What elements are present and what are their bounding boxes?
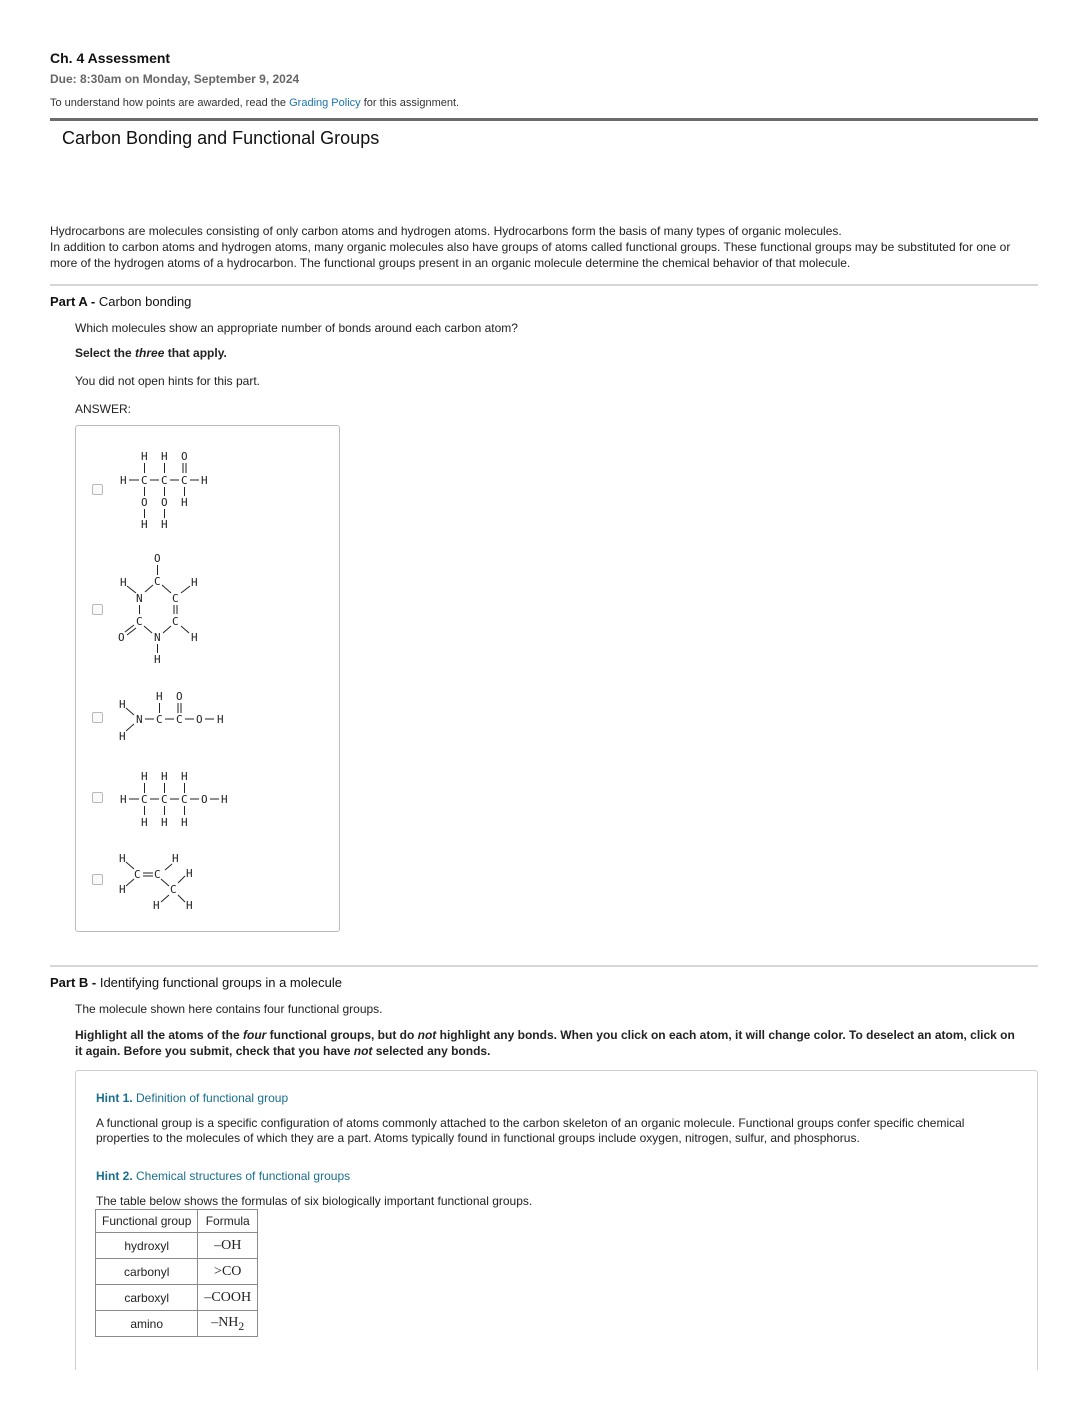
atom: H [119, 698, 126, 711]
atom: C [134, 868, 141, 881]
part-b-title: Identifying functional groups in a molecule [99, 975, 342, 990]
bond [181, 626, 189, 633]
atom: H [141, 518, 148, 531]
hint-2-label: Hint 2. [96, 1169, 133, 1183]
bond [144, 626, 152, 633]
atom: H [181, 816, 188, 829]
atom: C [176, 713, 183, 726]
molecule-5 [112, 848, 232, 916]
atom: H [172, 852, 179, 865]
grading-prefix: To understand how points are awarded, read the [50, 97, 290, 109]
page-title: Carbon Bonding and Functional Groups [62, 128, 380, 148]
bond [126, 879, 134, 886]
atom: H [119, 883, 126, 896]
atom: H [161, 450, 168, 463]
bond [161, 879, 169, 886]
atom: O [161, 496, 168, 509]
atom: C [141, 474, 148, 487]
atom: C [172, 592, 179, 605]
part-b-label: Part B - [50, 975, 100, 990]
formula-subscript: 2 [238, 1319, 245, 1333]
answer-label: ANSWER: [75, 402, 132, 416]
bond [126, 708, 134, 715]
atom: C [156, 713, 163, 726]
atom: H [161, 816, 168, 829]
instr-emphasis: four [243, 1028, 267, 1042]
atom: C [136, 615, 143, 628]
atom: N [136, 713, 143, 726]
table-row [96, 1285, 258, 1311]
atom: H [154, 653, 161, 666]
bond [165, 864, 172, 870]
atom: H [141, 770, 148, 783]
atom: H [153, 899, 160, 912]
atom: C [154, 575, 161, 588]
atom: H [181, 496, 188, 509]
part-a-divider [50, 284, 1038, 286]
molecule-3 [112, 684, 242, 748]
grading-policy-link[interactable]: Grading Policy [289, 97, 361, 109]
intro-paragraph-1: Hydrocarbons are molecules consisting of only carbon atoms and hydrogen atoms. Hydrocarbons form the basis of many types of organic molecules. [50, 224, 842, 238]
atom: H [181, 770, 188, 783]
atom: C [161, 793, 168, 806]
atom: C [181, 793, 188, 806]
table-header: Formula [198, 1210, 258, 1233]
atom: H [120, 474, 127, 487]
due-date: Due: 8:30am on Monday, September 9, 2024 [50, 72, 300, 86]
atom: H [201, 474, 208, 487]
group-name: carboxyl [96, 1285, 198, 1311]
choice-4-checkbox[interactable] [92, 792, 103, 803]
instr-text: highlight any bonds. When you click on each atom, it will change color. To deselect an atom, click on it again. Before you submit, check that you have [75, 1028, 1015, 1058]
atom: H [191, 576, 198, 589]
table-header-row [96, 1210, 258, 1233]
group-formula: –OH [198, 1233, 258, 1259]
atom: N [136, 592, 143, 605]
answer-choices [75, 425, 340, 932]
intro-text [50, 223, 1035, 271]
hint-1-label: Hint 1. [96, 1091, 133, 1105]
part-a-heading [50, 294, 191, 309]
instruction-post: that apply. [164, 346, 227, 360]
chapter-title: Ch. 4 Assessment [50, 50, 171, 66]
molecule-1 [112, 446, 232, 534]
molecule-4 [112, 768, 242, 832]
instruction-pre: Select the [75, 346, 136, 360]
hint-1-toggle[interactable] [96, 1091, 288, 1105]
grading-suffix: for this assignment. [360, 97, 460, 109]
table-row [96, 1259, 258, 1285]
group-name: carbonyl [96, 1259, 198, 1285]
part-a-title: Carbon bonding [98, 294, 192, 309]
molecule-2 [112, 548, 232, 668]
atom: H [161, 518, 168, 531]
atom: H [141, 450, 148, 463]
instr-text: functional groups, but do [266, 1028, 418, 1042]
atom: C [141, 793, 148, 806]
table-row [96, 1233, 258, 1259]
atom: C [172, 615, 179, 628]
atom: C [161, 474, 168, 487]
hint-2-text: The table below shows the formulas of six biologically important functional groups. [96, 1194, 533, 1208]
atom: H [221, 793, 228, 806]
atom: O [176, 690, 183, 703]
bond [181, 586, 190, 593]
atom: H [119, 730, 126, 743]
atom: H [120, 576, 127, 589]
instr-emphasis: not [353, 1044, 373, 1058]
part-b-instruction [75, 1027, 1025, 1059]
atom: N [154, 631, 161, 644]
group-name: hydroxyl [96, 1233, 198, 1259]
group-formula [198, 1311, 258, 1337]
table-row [96, 1311, 258, 1337]
group-formula: –COOH [198, 1285, 258, 1311]
part-a-instruction [75, 346, 227, 360]
atom: H [161, 770, 168, 783]
intro-paragraph-2: In addition to carbon atoms and hydrogen atoms, many organic molecules also have groups of atoms called functional groups. These functional groups may be substituted for one or more of the hydrogen atoms of a hydrocarbon. The functional groups present in an organic molecule determine the chemical behavior of that molecule. [50, 240, 1011, 270]
bond [178, 876, 185, 883]
choice-2-checkbox[interactable] [92, 604, 103, 615]
atom: O [118, 631, 125, 644]
part-a-label: Part A - [50, 294, 99, 309]
atom: H [141, 816, 148, 829]
bond [162, 585, 171, 593]
bond [127, 586, 136, 593]
bond [126, 724, 134, 731]
choice-5-checkbox[interactable] [92, 874, 103, 885]
instruction-emphasis: three [135, 346, 165, 360]
hint-status: You did not open hints for this part. [75, 374, 261, 388]
atom: H [186, 867, 193, 880]
hint-2-title: Chemical structures of functional groups [136, 1169, 351, 1183]
choice-3-checkbox[interactable] [92, 712, 103, 723]
bond [163, 626, 171, 633]
atom: H [120, 793, 127, 806]
atom: C [154, 868, 161, 881]
atom: O [201, 793, 208, 806]
part-b-statement: The molecule shown here contains four functional groups. [75, 1002, 383, 1016]
group-name: amino [96, 1311, 198, 1337]
part-a-question: Which molecules show an appropriate number of bonds around each carbon atom? [75, 321, 518, 335]
group-formula: >CO [198, 1259, 258, 1285]
formula-main: –NH [211, 1314, 239, 1330]
grading-note [50, 97, 459, 109]
atom: O [181, 450, 188, 463]
hint-1-text: A functional group is a specific configuration of atoms commonly attached to the carbon skeleton of an organic molecule. Functional groups confer specific chemical properties to the molecules of which they are a part. Atoms typically found in functional groups include oxygen, nitrogen, sulfur, and phosphorus. [96, 1116, 965, 1145]
atom: H [156, 690, 163, 703]
atom: O [141, 496, 148, 509]
atom: H [217, 713, 224, 726]
instr-emphasis: not [417, 1028, 437, 1042]
hint-2-toggle[interactable] [96, 1169, 350, 1183]
functional-groups-table [95, 1209, 258, 1337]
instr-text: selected any bonds. [372, 1044, 491, 1058]
bond [126, 862, 134, 869]
part-b-divider [50, 965, 1038, 967]
atom: O [154, 552, 161, 565]
atom: C [170, 883, 177, 896]
bond [161, 895, 169, 902]
choice-1-checkbox[interactable] [92, 484, 103, 495]
instr-text: Highlight all the atoms of the [75, 1028, 243, 1042]
atom: H [186, 899, 193, 912]
bond [145, 585, 153, 592]
atom: H [191, 631, 198, 644]
atom: C [181, 474, 188, 487]
bond [178, 895, 185, 902]
header-divider [50, 118, 1038, 121]
part-b-heading [50, 975, 342, 990]
atom: H [119, 852, 126, 865]
atom: O [196, 713, 203, 726]
hint-1-title: Definition of functional group [136, 1091, 289, 1105]
table-header: Functional group [96, 1210, 198, 1233]
